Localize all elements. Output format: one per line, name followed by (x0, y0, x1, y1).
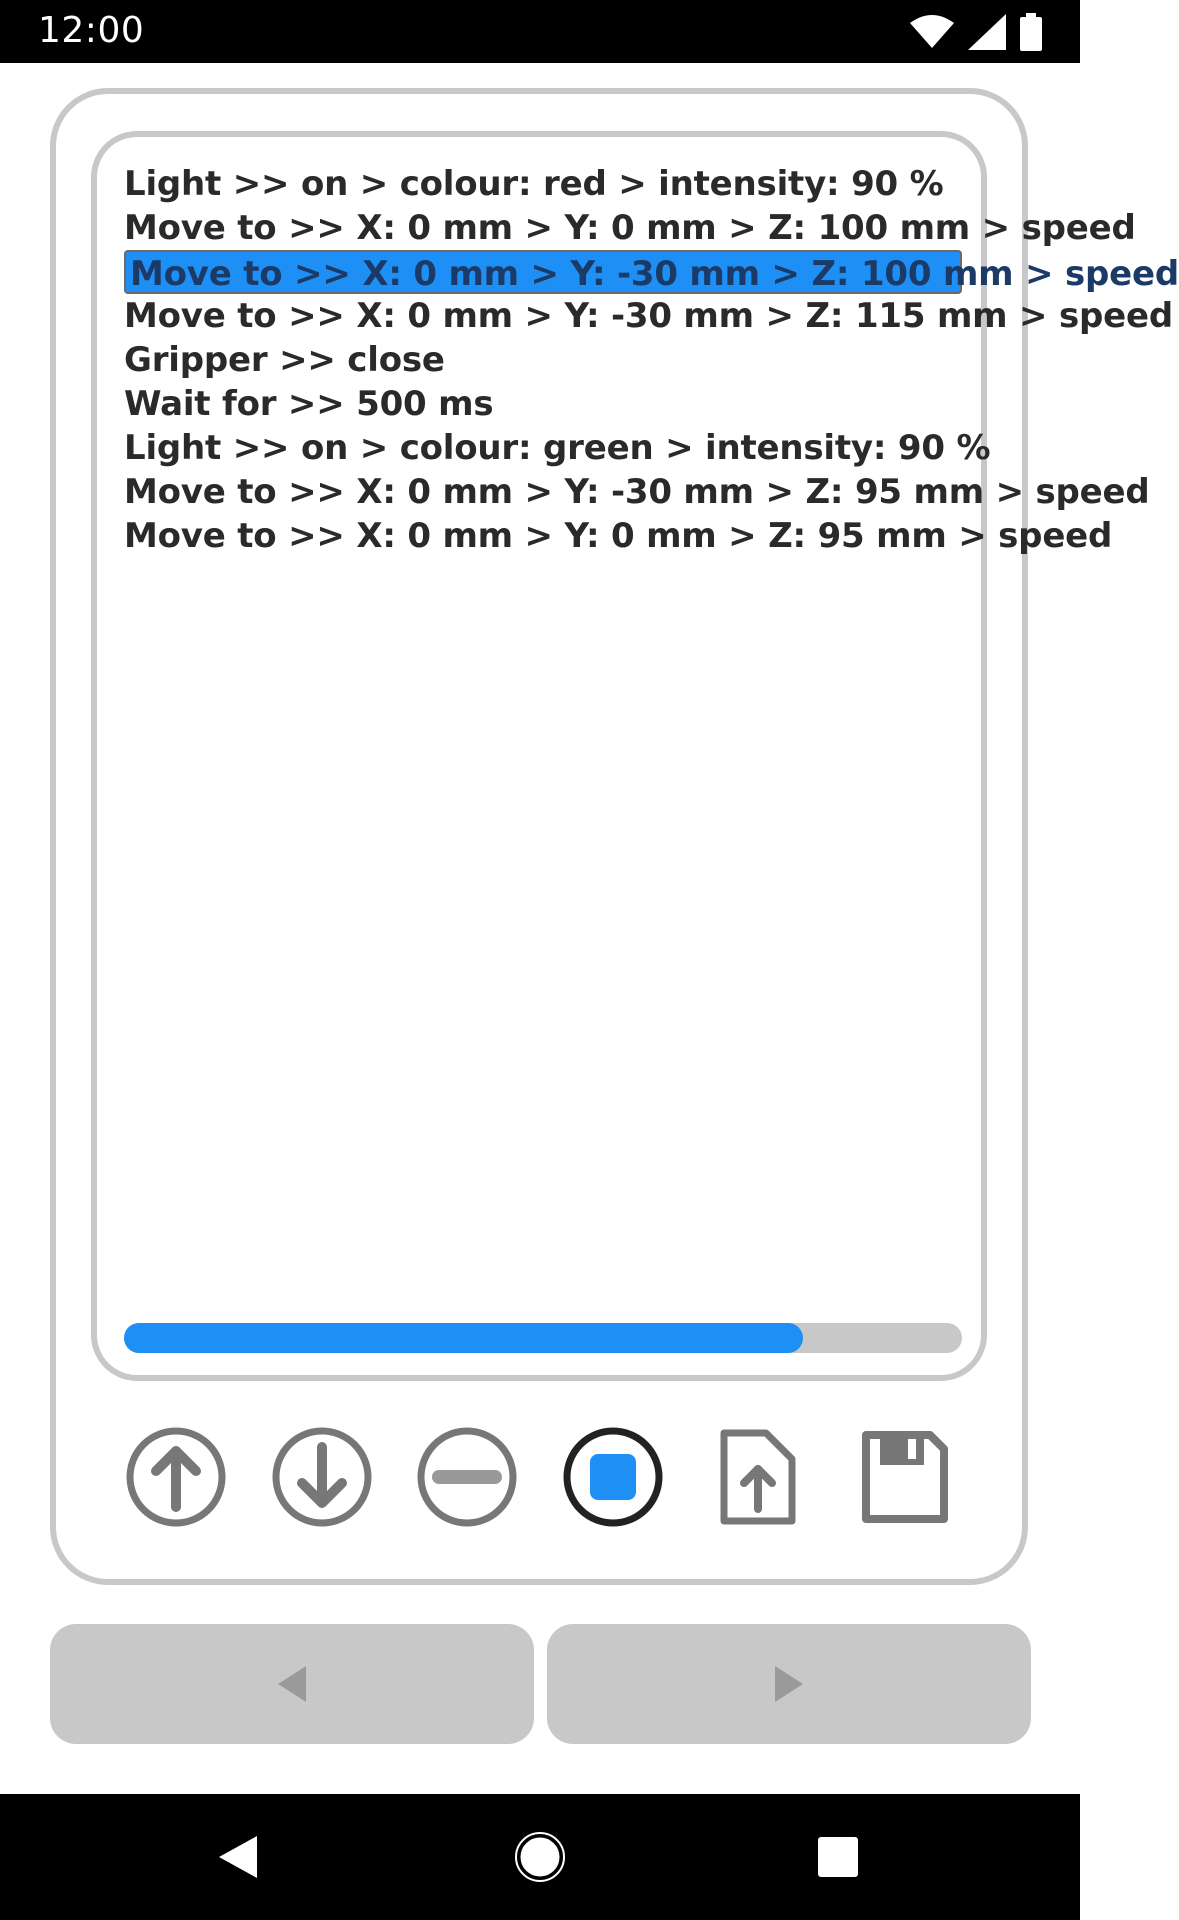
move-down-button[interactable] (270, 1425, 374, 1529)
program-line[interactable]: Gripper >> close (124, 340, 445, 380)
wifi-icon (910, 15, 954, 49)
home-button[interactable] (480, 1794, 600, 1920)
previous-icon (276, 1664, 308, 1704)
remove-icon (415, 1425, 519, 1529)
progress-bar (124, 1323, 962, 1353)
program-line[interactable]: Move to >> X: 0 mm > Y: 0 mm > Z: 95 mm > speed (124, 516, 1113, 556)
stop-button[interactable] (561, 1425, 665, 1529)
back-button[interactable] (178, 1794, 298, 1920)
move-up-button[interactable] (124, 1425, 228, 1529)
home-icon (515, 1832, 565, 1882)
status-icons (910, 12, 1042, 52)
export-file-icon (706, 1425, 810, 1529)
program-line[interactable]: Wait for >> 500 ms (124, 384, 494, 424)
previous-button[interactable] (50, 1624, 534, 1744)
system-nav-bar (0, 1794, 1080, 1920)
export-file-button[interactable] (706, 1425, 810, 1529)
program-box (91, 131, 1179, 1381)
progress-fill (124, 1323, 803, 1353)
program-line[interactable]: Move to >> X: 0 mm > Y: -30 mm > Z: 115 mm > speed (124, 296, 1173, 336)
stop-icon (561, 1425, 665, 1529)
signal-icon (968, 14, 1006, 50)
program-list[interactable] (124, 162, 1179, 1162)
toolbar (0, 1425, 1080, 1529)
status-bar (0, 0, 1080, 63)
remove-button[interactable] (415, 1425, 519, 1529)
next-button[interactable] (547, 1624, 1031, 1744)
program-line[interactable]: Move to >> X: 0 mm > Y: 0 mm > Z: 100 mm > speed (124, 208, 1136, 248)
program-line[interactable]: Light >> on > colour: green > intensity: 90 % (124, 428, 991, 468)
move-up-icon (124, 1425, 228, 1529)
next-icon (773, 1664, 805, 1704)
recents-button[interactable] (778, 1794, 898, 1920)
battery-icon (1020, 13, 1042, 51)
move-down-icon (270, 1425, 374, 1529)
save-button[interactable] (852, 1425, 956, 1529)
recents-icon (817, 1836, 859, 1878)
save-icon (852, 1425, 956, 1529)
program-line[interactable]: Light >> on > colour: red > intensity: 90 % (124, 164, 944, 204)
status-time: 12:00 (38, 10, 145, 51)
program-line-selected[interactable]: Move to >> X: 0 mm > Y: -30 mm > Z: 100 mm > speed (124, 250, 962, 294)
program-line[interactable]: Move to >> X: 0 mm > Y: -30 mm > Z: 95 mm > speed (124, 472, 1150, 512)
back-icon (217, 1834, 259, 1880)
